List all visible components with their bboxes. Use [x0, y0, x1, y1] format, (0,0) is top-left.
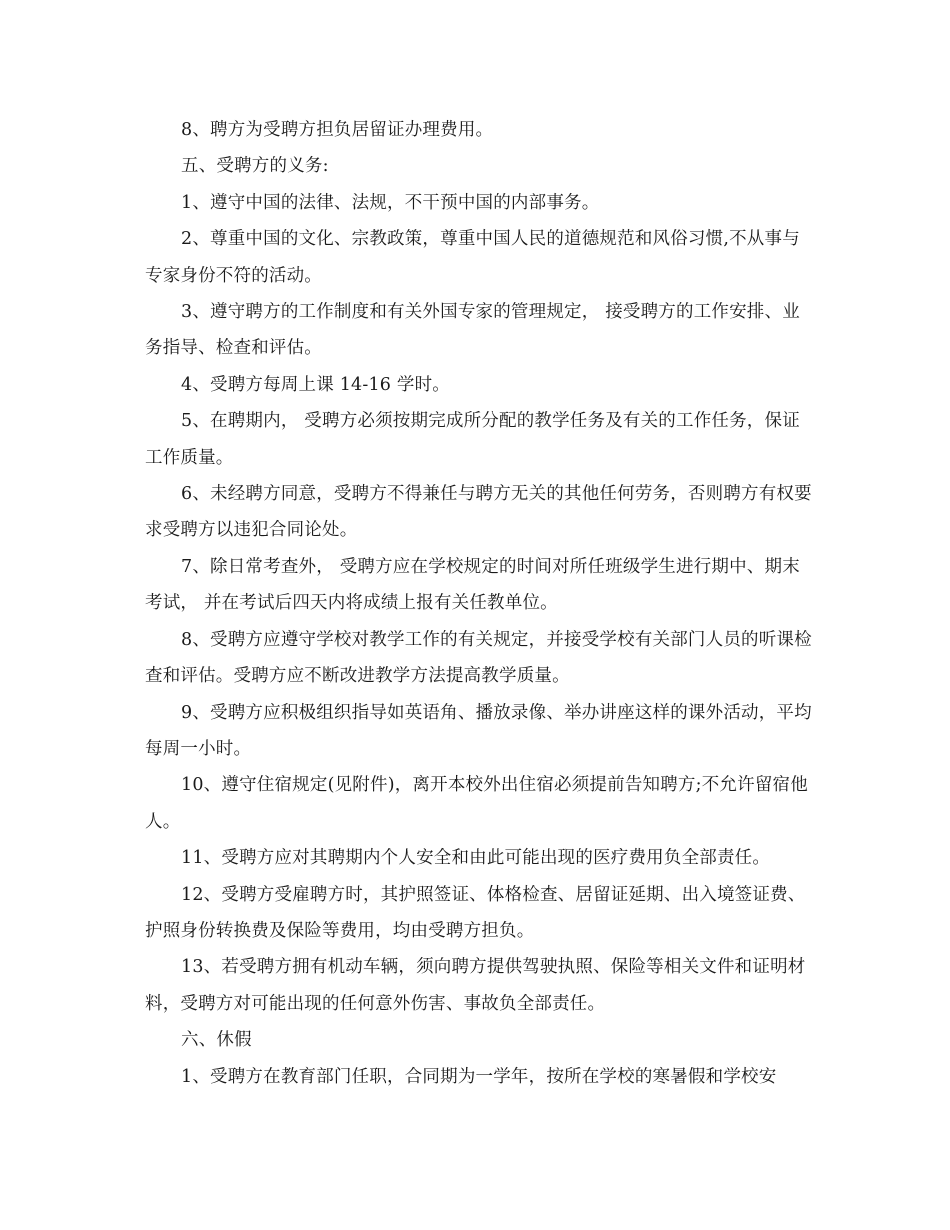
- paragraph-obligation-10: 10、遵守住宿规定(见附件)，离开本校外出住宿必须提前告知聘方;不允许留宿他人。: [145, 775, 808, 832]
- paragraph-vacation-1: 1、受聘方在教育部门任职，合同期为一学年，按所在学校的寒暑假和学校安: [181, 1066, 777, 1087]
- section-heading-vacation: 六、休假: [181, 1030, 252, 1051]
- paragraph-obligation-2: 2、尊重中国的文化、宗教政策，尊重中国人民的道德规范和风俗习惯,不从事与专家身份不符的活动。: [145, 229, 800, 286]
- section-heading-obligations: 五、受聘方的义务:: [181, 156, 329, 177]
- paragraph-obligation-11: 11、受聘方应对其聘期内个人安全和由此可能出现的医疗费用负全部责任。: [181, 848, 771, 869]
- paragraph-obligation-13: 13、若受聘方拥有机动车辆，须向聘方提供驾驶执照、保险等相关文件和证明材料，受聘方对可能出现的任何意外伤害、事故负全部责任。: [145, 957, 806, 1014]
- paragraph-obligation-7: 7、除日常考查外， 受聘方应在学校规定的时间对所任班级学生进行期中、期末考试， 并在考试后四天内将成绩上报有关任教单位。: [145, 556, 800, 614]
- paragraph-obligation-9: 9、受聘方应积极组织指导如英语角、播放录像、举办讲座这样的课外活动，平均每周一小时。: [145, 702, 812, 759]
- paragraph-residence-fee: 8、聘方为受聘方担负居留证办理费用。: [181, 120, 494, 140]
- document-body: [145, 112, 815, 1095]
- paragraph-obligation-1: 1、遵守中国的法律、法规，不干预中国的内部事务。: [181, 192, 600, 213]
- paragraph-obligation-3: 3、遵守聘方的工作制度和有关外国专家的管理规定， 接受聘方的工作安排、业务指导、检查和评估。: [145, 302, 800, 359]
- paragraph-obligation-12: 12、受聘方受雇聘方时，其护照签证、体格检查、居留证延期、出入境签证费、护照身份转换费及保险等费用，均由受聘方担负。: [145, 884, 806, 941]
- paragraph-obligation-8: 8、受聘方应遵守学校对教学工作的有关规定，并接受学校有关部门人员的听课检查和评估。受聘方应不断改进教学方法提高教学质量。: [145, 629, 812, 687]
- paragraph-obligation-5: 5、在聘期内， 受聘方必须按期完成所分配的教学任务及有关的工作任务，保证工作质量。: [145, 411, 800, 468]
- paragraph-obligation-4: 4、受聘方每周上课 14-16 学时。: [181, 374, 451, 395]
- paragraph-obligation-6: 6、未经聘方同意，受聘方不得兼任与聘方无关的其他任何劳务，否则聘方有权要求受聘方以违犯合同论处。: [145, 484, 812, 541]
